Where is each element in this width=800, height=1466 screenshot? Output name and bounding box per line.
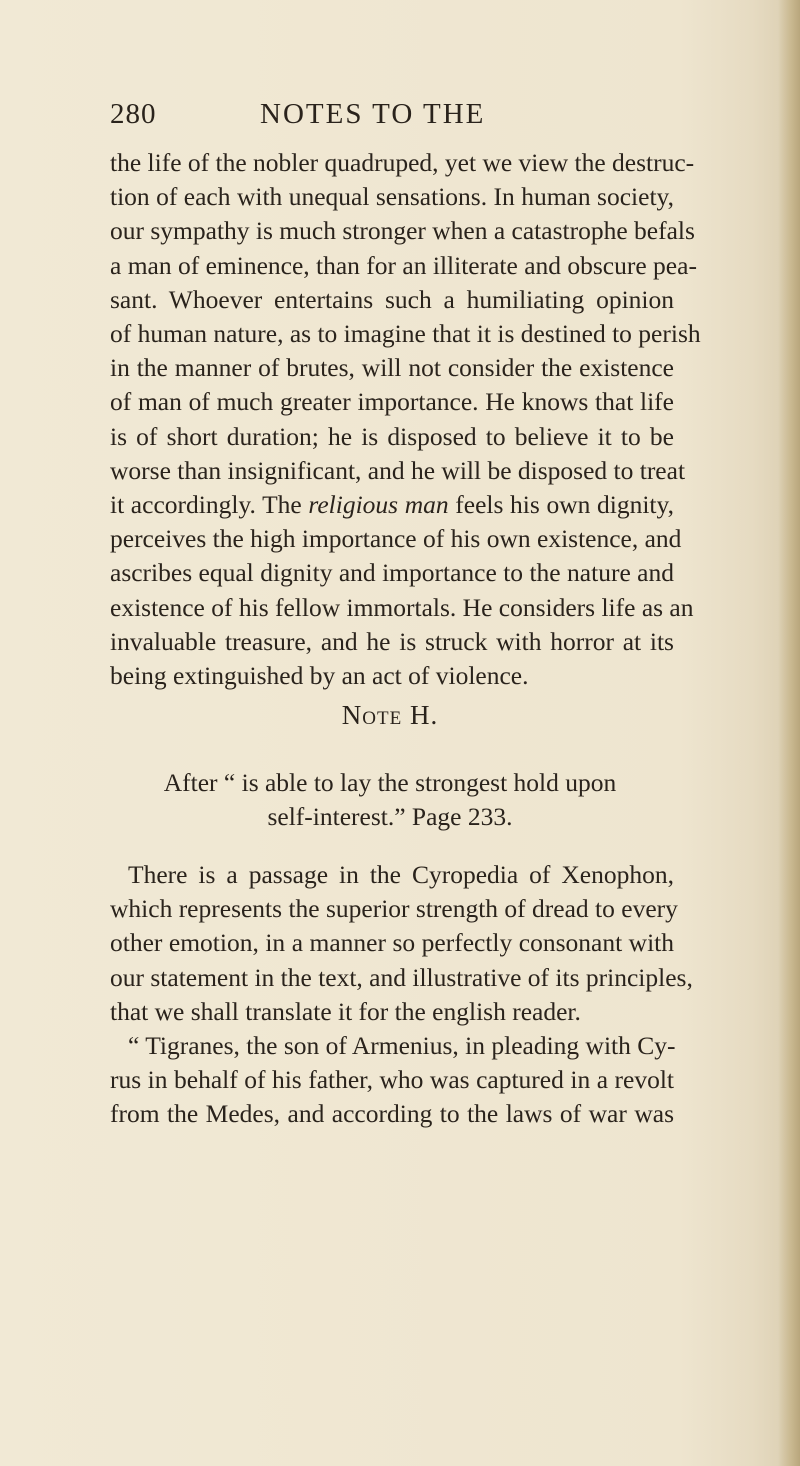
text-line: perceives the high importance of his own existence, and [110,524,682,554]
page-header [110,98,670,138]
text-line: being extinguished by an act of violence. [110,661,529,691]
text-line: from the Medes, and according to the laws of war was [110,1099,674,1129]
text-segment: feels his own dignity, [448,490,674,520]
running-head: NOTES TO THE [260,98,486,130]
page-edge-shadow [778,0,800,1466]
paragraph-2 [110,858,693,1132]
text-line: invaluable treasure, and he is struck with horror at its [110,626,674,656]
text-line: in the manner of brutes, will not consider the existence [110,353,674,383]
text-line: existence of his fellow immortals. He considers life as an [110,592,694,622]
text-line: rus in behalf of his father, who was captured in a revolt [110,1065,674,1095]
text-line: a man of eminence, than for an illiterate and obscure pea- [110,250,697,280]
text-line: There is a passage in the Cyropedia of Xenophon, [128,860,674,889]
text-line: worse than insignificant, and he will be disposed to treat [110,455,686,485]
text-line: other emotion, in a manner so perfectly consonant with [110,928,674,958]
text-line: that we shall translate it for the english reader. [110,996,581,1026]
text-line: our statement in the text, and illustrative of its principles, [110,962,693,992]
note-reference [110,766,670,834]
note-heading [110,700,670,731]
text-line: is of short duration; he is disposed to believe it to be [110,421,674,451]
text-line: tion of each with unequal sensations. In human society, [110,182,674,212]
text-line: which represents the superior strength of dread to every [110,894,678,924]
text-line: ascribes equal dignity and importance to the nature and [110,558,674,588]
reference-line: After “ is able to lay the strongest hold upon [163,768,617,797]
text-line: “ Tigranes, the son of Armenius, in pleading with Cy- [128,1031,676,1061]
page-number: 280 [110,98,157,130]
text-line [110,488,674,522]
text-segment: it accordingly. The [110,490,309,520]
paragraph-1 [110,146,701,693]
reference-line: self-interest.” Page 233. [267,802,513,832]
italic-phrase: religious man [308,490,449,520]
text-line: sant. Whoever entertains such a humiliating opinion [110,284,674,314]
text-line: of man of much greater importance. He knows that life [110,387,674,417]
text-line: our sympathy is much stronger when a catastrophe befals [110,216,695,246]
text-line: of human nature, as to imagine that it is destined to perish [110,319,701,349]
note-heading-text: Note H. [341,700,439,730]
text-line: the life of the nobler quadruped, yet we view the destruc- [110,148,695,177]
